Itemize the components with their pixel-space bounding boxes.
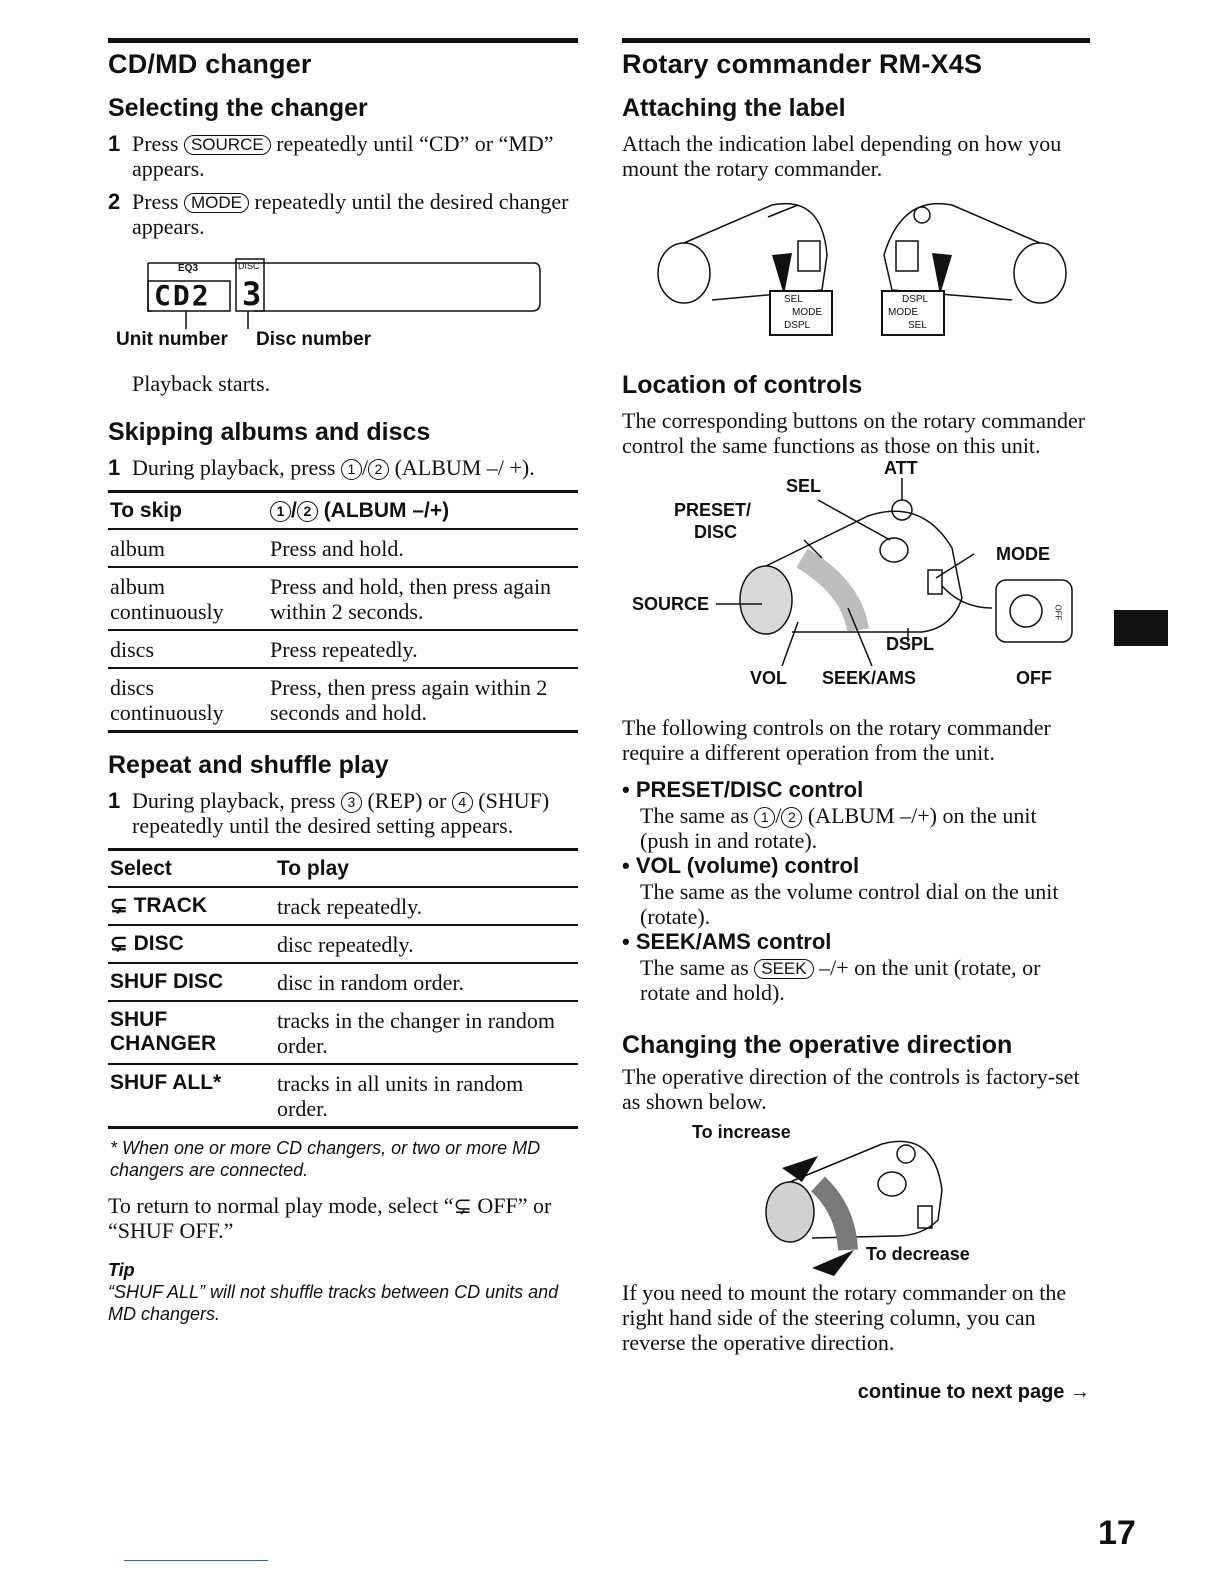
table-row (108, 567, 578, 630)
bullet-title: • VOL (volume) control (622, 853, 860, 878)
return-text-pre: To return to normal play mode, select “ (108, 1193, 454, 1218)
label-to-increase: To increase (692, 1122, 791, 1142)
label-mode: MODE (996, 544, 1050, 564)
button-4-symbol: 4 (452, 792, 473, 813)
step-text: repeatedly until the desired changer appears. (132, 189, 569, 239)
button-2-symbol: 2 (368, 459, 389, 480)
label-disc: DISC (694, 522, 738, 542)
cell-action: Press and hold, then press again within 2 seconds. (268, 567, 578, 630)
label-dspl: DSPL (784, 320, 811, 331)
button-1-symbol: 1 (341, 459, 362, 480)
heading-selecting: Selecting the changer (108, 94, 368, 122)
cell-action: Press and hold. (268, 529, 578, 567)
section-title-cdmd: CD/MD changer (108, 49, 312, 79)
cell-play: disc in random order. (275, 963, 578, 1001)
bullet-title-text: PRESET/DISC control (635, 777, 864, 802)
repeat-icon: ⊊ (453, 1193, 472, 1218)
step-text: (SHUF) repeatedly until the desired setting appears. (132, 788, 550, 838)
step-text: During playback, press (132, 788, 336, 813)
bullet-seek-ams (622, 929, 1090, 1005)
step-select-2 (108, 189, 578, 239)
page-number: 17 (1098, 1514, 1136, 1552)
cell-skip: discs (108, 630, 268, 668)
step-text: (REP) or (367, 788, 447, 813)
eq-indicator: EQ3 (178, 263, 199, 274)
cell-skip: album continuously (108, 567, 268, 630)
cell-play: tracks in all units in random order. (275, 1064, 578, 1128)
button-1-symbol: 1 (270, 501, 291, 522)
button-2-symbol: 2 (297, 501, 318, 522)
button-1-symbol: 1 (754, 807, 775, 828)
step-text: Press (132, 131, 179, 156)
label-off: OFF (1016, 668, 1052, 688)
step-repeat-1 (108, 788, 578, 838)
bullet-preset-disc (622, 777, 1090, 853)
col-header-text: (ALBUM –/+) (323, 499, 450, 522)
label-sel: SEL (908, 320, 927, 331)
step-skip-1: 1 During playback, press 1 / 2 (ALBUM –/ +). (108, 455, 535, 480)
heading-skipping: Skipping albums and discs (108, 418, 431, 446)
button-3-symbol: 3 (341, 792, 362, 813)
col-header-album: 1 / 2 (ALBUM –/+) (268, 492, 578, 530)
mode-button-symbol: MODE (184, 193, 249, 213)
disc-number-label: Disc number (256, 329, 372, 350)
return-normal-text (108, 1193, 578, 1243)
bullet-text: The same as (640, 803, 749, 828)
cell-action: Press, then press again within 2 seconds and hold. (268, 668, 578, 732)
tip-text: “SHUF ALL” will not shuffle tracks between CD units and MD changers. (108, 1282, 559, 1324)
unit-number-digits: CD2 (154, 279, 211, 312)
label-dspl: DSPL (886, 634, 935, 654)
table-row (108, 668, 578, 732)
col-header-to-play: To play (275, 850, 578, 888)
controls-diagram (622, 458, 1090, 713)
cell-select: SHUF DISC (108, 963, 275, 1001)
repeat-icon: ⊊ (110, 932, 128, 955)
disc-indicator: DISC (238, 261, 260, 271)
bullet-vol (622, 853, 1090, 929)
cell-action: Press repeatedly. (268, 630, 578, 668)
cell-play: disc repeatedly. (275, 925, 578, 963)
table-row (108, 887, 578, 925)
off-tag: OFF (1053, 604, 1063, 621)
label-source: SOURCE (632, 594, 710, 614)
heading-attaching: Attaching the label (622, 94, 846, 122)
following-text: The following controls on the rotary commander require a different operation from the unit. (622, 715, 1051, 765)
label-dspl: DSPL (902, 294, 929, 305)
section-title-rotary: Rotary commander RM-X4S (622, 49, 983, 79)
step-number: 1 (108, 131, 121, 156)
cell-play: tracks in the changer in random order. (275, 1001, 578, 1064)
bullet-text: (ALBUM –/+) on the unit (push in and rotate). (640, 803, 1037, 853)
tip-title: Tip (108, 1260, 135, 1280)
disc-number-digit: 3 (242, 275, 262, 313)
label-seek-ams: SEEK/AMS (822, 668, 917, 688)
bullet-desc (640, 955, 1090, 1005)
table-row (108, 963, 578, 1001)
continue-text: continue to next page (857, 1381, 1065, 1403)
label-mode: MODE (792, 307, 822, 318)
bullet-title-text: VOL (volume) control (635, 853, 860, 878)
col-header-select: Select (108, 850, 275, 888)
cell-select-text: DISC (133, 932, 184, 955)
step-text: (ALBUM –/ +). (394, 455, 535, 480)
right-column (622, 38, 1090, 1404)
table-row (108, 529, 578, 567)
bullet-title-text: SEEK/AMS control (635, 929, 832, 954)
attach-figure (622, 181, 1090, 371)
attach-text: Attach the indication label depending on how you mount the rotary commander. (622, 131, 1062, 181)
repeat-shuffle-table (108, 848, 578, 1129)
label-sel: SEL (786, 476, 822, 496)
table-row (108, 925, 578, 963)
label-card-right (888, 293, 928, 332)
seek-button-symbol: SEEK (754, 959, 813, 979)
repeat-icon: ⊊ (110, 894, 128, 917)
continue-next-page (622, 1381, 1090, 1404)
label-mode: MODE (888, 307, 918, 318)
bullet-desc: The same as 1 / 2 (ALBUM –/+) on the unit (push in and rotate). (640, 803, 1037, 853)
step-select-1 (108, 131, 578, 181)
changing-text-2: If you need to mount the rotary commander on the right hand side of the steering column, you can reverse the operative direction. (622, 1280, 1067, 1355)
table-row (108, 630, 578, 668)
col-header-to-skip: To skip (108, 492, 268, 530)
step-number: 1 (108, 788, 121, 813)
cell-skip: discs continuously (108, 668, 268, 732)
section-rule (108, 38, 578, 43)
cell-select-text: TRACK (133, 894, 208, 917)
table-header-row (108, 492, 578, 530)
step-text: repeatedly until “CD” or “MD” appears. (132, 131, 554, 181)
playback-starts: Playback starts. (132, 371, 271, 396)
step-text: Press (132, 189, 179, 214)
label-to-decrease: To decrease (866, 1244, 970, 1264)
button-2-symbol: 2 (781, 807, 802, 828)
step-number: 2 (108, 189, 121, 214)
changing-text: The operative direction of the controls is factory-set as shown below. (622, 1064, 1080, 1114)
cell-select (108, 925, 275, 963)
bullet-text: The same as (640, 955, 749, 980)
cell-select: SHUF ALL* (108, 1064, 275, 1128)
label-card-left (784, 293, 822, 332)
label-preset: PRESET/ (674, 500, 752, 520)
direction-illustration (622, 1120, 1090, 1280)
heading-changing: Changing the operative direction (622, 1031, 1013, 1059)
bullet-title: • PRESET/DISC control (622, 777, 864, 802)
unit-number-label: Unit number (116, 329, 228, 350)
label-att: ATT (884, 458, 918, 478)
section-tab-marker (1114, 610, 1168, 646)
table-row (108, 1064, 578, 1128)
rotary-commander-label-illustration (622, 195, 1090, 365)
step-number: 1 (108, 455, 121, 480)
footnote: * When one or more CD changers, or two or more MD changers are connected. (110, 1138, 541, 1180)
heading-location: Location of controls (622, 371, 863, 399)
return-text-post: OFF” or “SHUF OFF.” (108, 1193, 552, 1243)
cell-select (108, 887, 275, 925)
skip-table (108, 490, 578, 733)
cell-select: SHUF CHANGER (108, 1001, 275, 1064)
bullet-text: –/+ on the unit (rotate, or rotate and hold). (640, 955, 1041, 1005)
step-text: During playback, press (132, 455, 336, 480)
source-button-symbol: SOURCE (184, 135, 271, 155)
table-row (108, 1001, 578, 1064)
heading-repeat: Repeat and shuffle play (108, 751, 389, 779)
direction-figure (622, 1120, 1090, 1280)
left-column (108, 38, 578, 1325)
arrow-right-icon: → (1070, 1381, 1090, 1403)
footer-line (124, 1560, 268, 1561)
section-rule (622, 38, 1090, 43)
table-header-row (108, 850, 578, 888)
bullet-title: • SEEK/AMS control (622, 929, 832, 954)
location-text: The corresponding buttons on the rotary commander control the same functions as those on this unit. (622, 408, 1086, 458)
cell-skip: album (108, 529, 268, 567)
cell-play: track repeatedly. (275, 887, 578, 925)
label-vol: VOL (750, 668, 788, 688)
label-sel: SEL (784, 294, 803, 305)
bullet-desc: The same as the volume control dial on the unit (rotate). (640, 879, 1059, 929)
display-figure (108, 257, 578, 377)
